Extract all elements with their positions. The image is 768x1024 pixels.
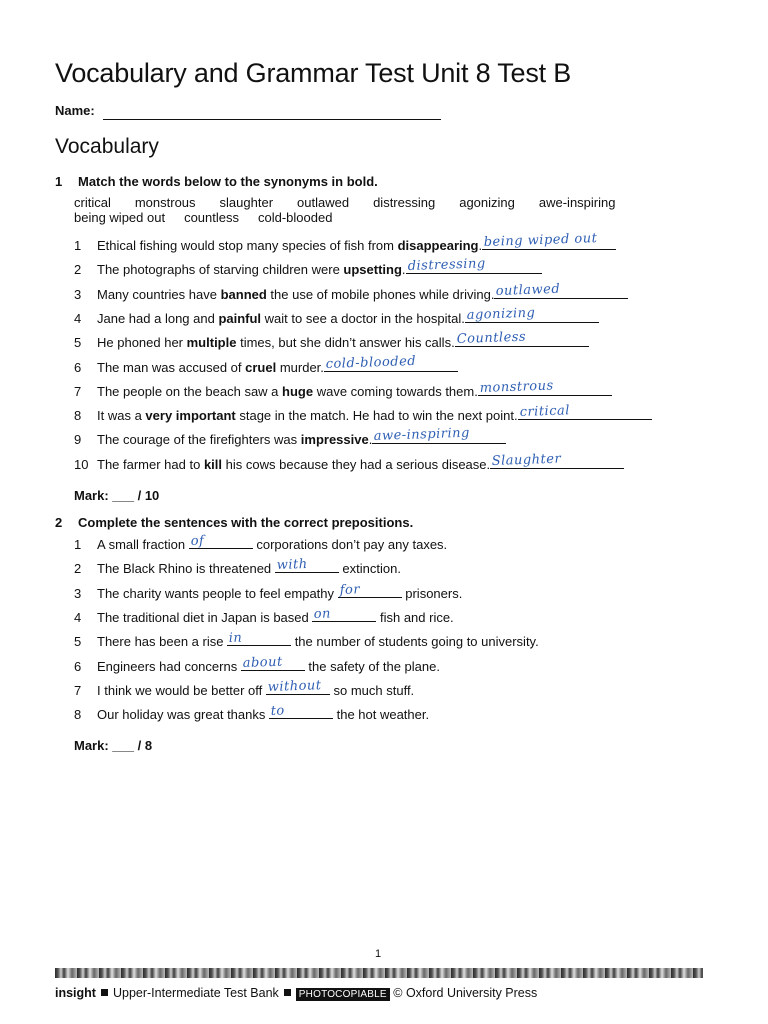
handwritten-answer: for [339, 581, 360, 598]
item-number: 10 [74, 456, 89, 472]
word-bank-row-2 [74, 210, 356, 225]
question-item [74, 608, 454, 628]
question-item [74, 581, 463, 604]
item-text: The courage of the firefighters was [97, 432, 301, 448]
question-item [74, 632, 539, 652]
answer-blank[interactable] [338, 581, 402, 598]
question-1-heading [55, 174, 378, 189]
answer-blank[interactable] [189, 535, 253, 549]
question-item [74, 378, 612, 402]
item-bold-text: huge [282, 383, 314, 399]
answer-blank[interactable] [275, 559, 339, 573]
item-text: times, but she didn’t answer his calls. [236, 335, 455, 351]
question-item [74, 329, 589, 353]
handwritten-answer: being wiped out [483, 231, 598, 251]
answer-blank[interactable] [372, 426, 506, 445]
item-text: his cows because they had a serious disease. [222, 456, 491, 472]
item-number: 6 [74, 359, 82, 375]
item-text: Ethical fishing would stop many species of fish from [97, 238, 398, 253]
handwritten-answer: with [276, 557, 308, 574]
item-bold-text: very important [145, 408, 236, 424]
item-number: 8 [74, 408, 82, 424]
answer-blank[interactable] [465, 305, 599, 323]
item-text: . [368, 432, 373, 448]
item-text: The photographs of starving children were [97, 262, 344, 278]
word-bank-item: slaughter [219, 195, 274, 210]
item-number: 5 [74, 335, 82, 351]
item-text: . [401, 262, 406, 278]
page-title: Vocabulary and Grammar Test Unit 8 Test B [55, 58, 572, 88]
item-bold-text: upsetting [343, 262, 402, 278]
item-text: the hot weather. [332, 707, 430, 723]
handwritten-answer: in [228, 630, 243, 647]
item-text: Jane had a long and [97, 310, 219, 326]
question-item [74, 559, 401, 579]
item-text: He phoned her [97, 335, 187, 351]
item-text: The charity wants people to feel empathy [97, 585, 338, 601]
answer-blank[interactable] [494, 281, 628, 299]
item-text: I think we would be better off [97, 682, 266, 698]
item-bold-text: painful [218, 310, 262, 326]
item-bold-text: disappearing [397, 238, 479, 253]
question-item [74, 451, 624, 475]
answer-blank[interactable] [266, 677, 330, 695]
item-bold-text: cruel [245, 359, 277, 375]
word-bank-item: awe-inspiring [538, 195, 616, 210]
item-number: 4 [74, 310, 82, 326]
item-text: Our holiday was great thanks [97, 707, 269, 723]
name-field[interactable] [103, 119, 441, 120]
question-item [74, 256, 542, 280]
handwritten-answer: agonizing [466, 305, 536, 323]
item-number: 1 [74, 238, 82, 253]
question-item [74, 353, 458, 378]
item-text: the safety of the plane. [304, 658, 440, 674]
item-text: A small fraction [97, 537, 189, 552]
word-bank-item: outlawed [297, 195, 350, 210]
question-item [74, 535, 447, 555]
section-heading: Vocabulary [55, 135, 159, 158]
item-number: 9 [74, 432, 82, 448]
answer-blank[interactable] [518, 403, 652, 421]
word-bank-item: distressing [373, 195, 436, 210]
item-text: stage in the match. He had to win the next point. [235, 408, 518, 424]
mark-q2: Mark: ___ / 8 [74, 738, 153, 753]
item-number: 3 [74, 585, 82, 601]
item-text: . [478, 238, 483, 253]
handwritten-answer: to [270, 703, 286, 720]
item-number: 8 [74, 707, 82, 723]
answer-blank[interactable] [241, 654, 305, 671]
answer-blank[interactable] [482, 231, 616, 251]
item-text: the use of mobile phones while driving. [266, 286, 495, 302]
question-item [74, 705, 429, 725]
item-number: 2 [74, 262, 82, 278]
footer-product: Upper-Intermediate Test Bank [112, 986, 279, 1000]
item-text: The man was accused of [97, 359, 246, 375]
question-item [74, 231, 616, 256]
question-instruction: Match the words below to the synonyms in bold. [78, 174, 378, 189]
question-number: 2 [55, 515, 63, 530]
footer-decorative-band [55, 968, 703, 978]
item-text: murder. [276, 359, 324, 375]
item-number: 1 [74, 537, 82, 552]
question-item [74, 426, 506, 450]
word-bank-item: monstrous [134, 195, 196, 210]
question-item [74, 281, 628, 305]
page-number: 1 [375, 948, 382, 960]
photocopiable-badge: PHOTOCOPIABLE [296, 988, 390, 1001]
item-text: The traditional diet in Japan is based [97, 609, 313, 625]
item-text: corporations don’t pay any taxes. [252, 537, 448, 552]
answer-blank[interactable] [490, 451, 624, 469]
item-text: so much stuff. [329, 682, 415, 698]
word-bank-row-1 [74, 195, 639, 210]
handwritten-answer: distressing [406, 256, 486, 275]
word-bank-item: critical [74, 195, 111, 210]
handwritten-answer: outlawed [495, 281, 561, 299]
item-text: The farmer had to [97, 456, 204, 472]
item-number: 4 [74, 609, 82, 625]
item-text: The people on the beach saw a [97, 383, 283, 399]
handwritten-answer: Countless [456, 329, 527, 348]
item-bold-text: impressive [300, 432, 369, 448]
item-text: Many countries have [97, 286, 221, 302]
item-bold-text: multiple [186, 335, 237, 351]
item-text: the number of students going to university. [291, 634, 539, 650]
word-bank-item: being wiped out [74, 210, 166, 225]
item-text: wave coming towards them. [313, 383, 478, 399]
question-instruction: Complete the sentences with the correct prepositions. [78, 515, 414, 530]
item-text: Engineers had concerns [97, 658, 241, 674]
answer-blank[interactable] [324, 353, 458, 372]
footer-publisher: © Oxford University Press [393, 986, 538, 1000]
square-bullet-icon [101, 989, 108, 996]
item-text: wait to see a doctor in the hospital. [261, 310, 465, 326]
handwritten-answer: of [190, 533, 205, 550]
question-item [74, 654, 440, 677]
question-number: 1 [55, 174, 63, 189]
handwritten-answer: Slaughter [491, 451, 562, 469]
name-label: Name: [55, 103, 95, 118]
answer-blank[interactable] [455, 329, 589, 348]
handwritten-answer: on [313, 606, 332, 622]
item-text: The Black Rhino is threatened [97, 561, 275, 577]
item-text: fish and rice. [376, 609, 454, 625]
item-number: 5 [74, 634, 82, 650]
item-number: 6 [74, 658, 82, 674]
question-item [74, 403, 652, 426]
handwritten-answer: cold-blooded [325, 353, 417, 372]
item-number: 3 [74, 286, 82, 302]
answer-blank[interactable] [478, 378, 612, 396]
handwritten-answer: critical [519, 403, 570, 421]
handwritten-answer: awe-inspiring [373, 426, 471, 445]
question-item [74, 677, 415, 701]
item-text: prisoners. [401, 585, 463, 601]
answer-blank[interactable] [227, 632, 291, 646]
question-item [74, 305, 599, 329]
footer [55, 986, 537, 1000]
word-bank-item: countless [184, 210, 239, 225]
word-bank-item: cold-blooded [258, 210, 333, 225]
item-bold-text: kill [203, 456, 223, 472]
item-text: There has been a rise [97, 634, 228, 650]
mark-q1: Mark: ___ / 10 [74, 488, 160, 503]
handwritten-answer: monstrous [479, 378, 554, 396]
answer-blank[interactable] [406, 256, 542, 275]
square-bullet-icon [284, 989, 291, 996]
answer-blank[interactable] [312, 608, 376, 622]
item-bold-text: banned [220, 286, 267, 302]
answer-blank[interactable] [269, 705, 333, 719]
handwritten-answer: without [267, 677, 322, 695]
question-2-heading [55, 515, 413, 530]
item-number: 7 [74, 383, 82, 399]
word-bank-item: agonizing [459, 195, 515, 210]
item-text: It was a [97, 408, 146, 424]
item-text: extinction. [338, 561, 401, 577]
handwritten-answer: about [242, 654, 283, 671]
item-number: 7 [74, 682, 82, 698]
item-number: 2 [74, 561, 82, 577]
footer-brand: insight [55, 986, 96, 1000]
